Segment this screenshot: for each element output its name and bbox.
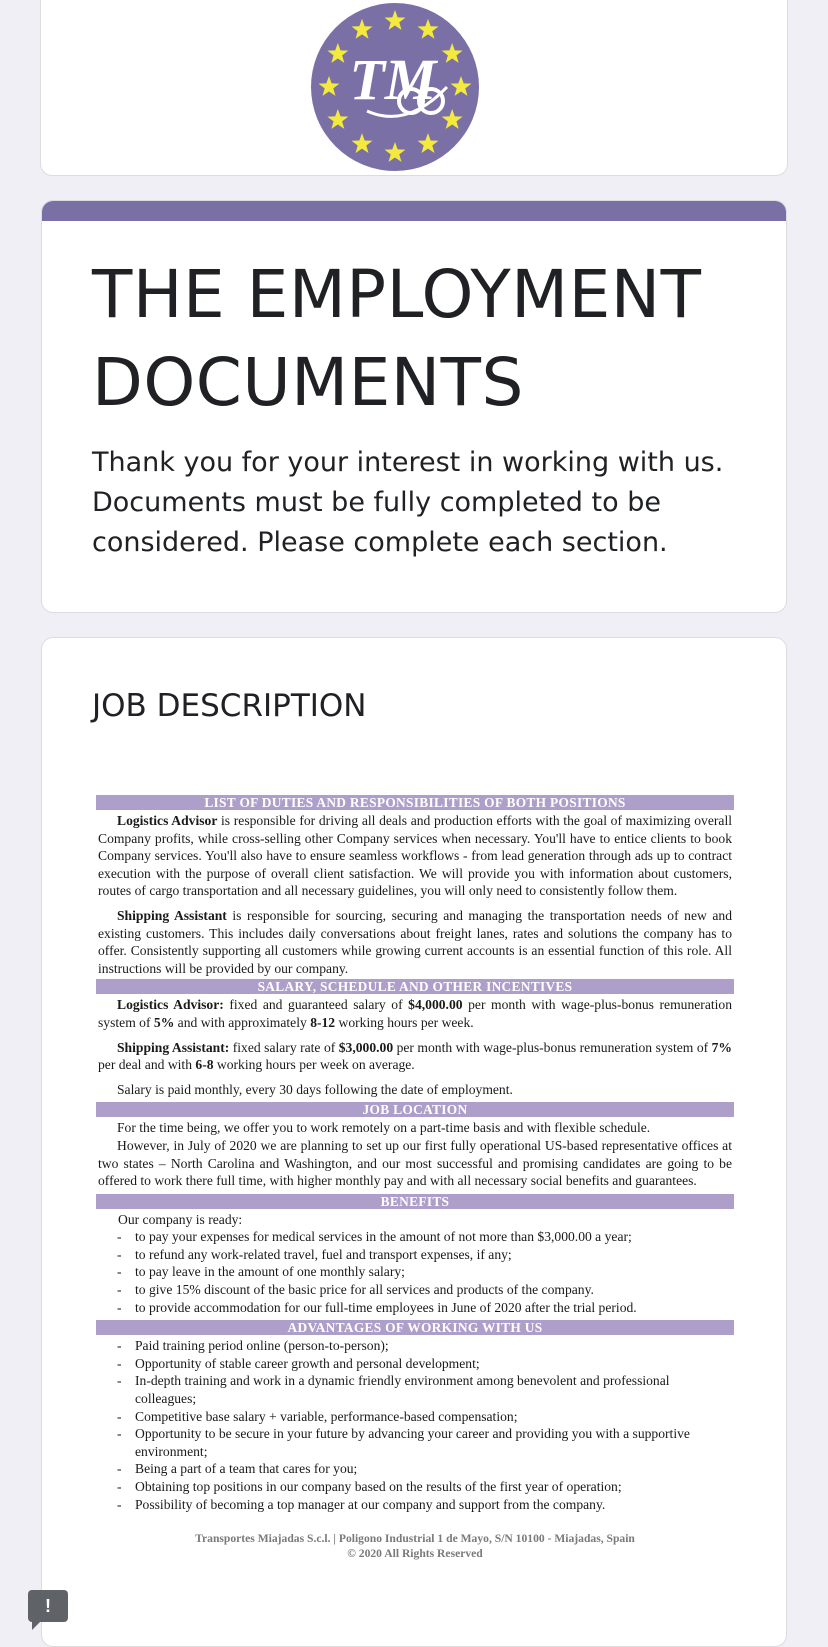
- header-accent-bar: [42, 201, 786, 221]
- advantage-item: - Paid training period online (person-to-person);: [117, 1338, 389, 1354]
- benefit-item: - to pay leave in the amount of one monthly salary;: [117, 1264, 405, 1280]
- doc-benefits-intro: Our company is ready:: [118, 1211, 243, 1227]
- doc-heading-location: JOB LOCATION: [96, 1102, 734, 1117]
- advantage-item: - Opportunity to be secure in your future by advancing your career and providing you with a supportive environment;: [117, 1426, 690, 1459]
- doc-advantages-list: [96, 1337, 734, 1513]
- doc-footer: [96, 1531, 734, 1561]
- benefit-item: - to give 15% discount of the basic price for all services and products of the company.: [117, 1282, 594, 1298]
- doc-footer-copyright: © 2020 All Rights Reserved: [347, 1547, 483, 1561]
- advantage-item: - Possibility of becoming a top manager at our company and support from the company.: [117, 1496, 606, 1512]
- section-title: JOB DESCRIPTION: [92, 688, 367, 724]
- report-issue-button[interactable]: [28, 1590, 68, 1622]
- doc-paragraph-location-1: For the time being, we offer you to work remotely on a part-time basis and with flexible schedule.: [117, 1120, 651, 1136]
- benefit-item: - to pay your expenses for medical services in the amount of not more than $3,000.00 a year;: [117, 1229, 632, 1245]
- benefit-item: - to provide accommodation for our full-time employees in June of 2020 after the trial period.: [117, 1299, 637, 1315]
- doc-paragraph-location-2: However, in July of 2020 we are planning to set up our first fully operational US-based representative offices at two states – North Carolina and Washington, and our most successful and promising candidates are going to be offered to work there full time, with higher monthly pay and with all necessary social benefits and guarantees.: [98, 1137, 732, 1189]
- advantage-item: - Opportunity of stable career growth and personal development;: [117, 1355, 480, 1371]
- form-description: Thank you for your interest in working with us. Documents must be fully completed to be considered. Please complete each section.: [92, 447, 724, 558]
- form-title: THE EMPLOYMENT DOCUMENTS: [92, 256, 702, 421]
- doc-heading-salary: SALARY, SCHEDULE AND OTHER INCENTIVES: [96, 979, 734, 994]
- job-description-document: [96, 795, 734, 1561]
- benefit-item: - to refund any work-related travel, fuel and transport expenses, if any;: [117, 1246, 512, 1262]
- advantage-item: - In-depth training and work in a dynamic friendly environment among benevolent and professional colleagues;: [117, 1373, 670, 1407]
- doc-heading-duties: LIST OF DUTIES AND RESPONSIBILITIES OF BOTH POSITIONS: [96, 795, 734, 810]
- advantage-item: - Being a part of a team that cares for you;: [117, 1461, 358, 1477]
- doc-heading-benefits: BENEFITS: [96, 1194, 734, 1209]
- doc-paragraph-logistics-advisor: Logistics Advisor is responsible for driving all deals and production efforts with the goal of maximizing overall Company profits, while cross-selling other Company services when necessary. You'll have to entice clients to book Company services. You'll also have to ensure seamless workflows - from lead generation through ads up to contract execution with the purpose of overall client satisfaction. We will provide you with information about customers, routes of cargo transportation and all necessary guidelines, you will only need to consistently follow them.: [98, 813, 733, 899]
- doc-paragraph-shipping-assistant: Shipping Assistant is responsible for sourcing, securing and managing the transportation needs of new and existing customers. This includes daily conversations about freight lanes, rates and solutions the company has to offer. Consistently supporting all customers while growing current accounts is an essential function of this role. All instructions will be provided by our company.: [98, 907, 732, 976]
- advantage-item: - Obtaining top positions in our company based on the results of the first year of operation;: [117, 1479, 622, 1494]
- company-logo: [307, 0, 483, 175]
- form-header-card: [41, 200, 787, 613]
- doc-footer-address: Transportes Miajadas S.c.l. | Poligono Industrial 1 de Mayo, S/N 10100 - Miajadas, Spain: [195, 1532, 635, 1546]
- doc-benefits-list: [96, 1228, 734, 1316]
- header-image-card: [40, 0, 788, 176]
- job-description-card: [41, 637, 787, 1647]
- doc-paragraph-salary-logistics: Logistics Advisor: fixed and guaranteed salary of $4,000.00 per month with wage-plus-bonus remuneration system of 5% and with approximately 8-12 working hours per week.: [98, 997, 732, 1030]
- doc-heading-advantages: ADVANTAGES OF WORKING WITH US: [96, 1320, 734, 1335]
- advantage-item: - Competitive base salary + variable, performance-based compensation;: [117, 1408, 518, 1424]
- report-issue-icon: !: [45, 1596, 51, 1616]
- doc-paragraph-salary-shipping: Shipping Assistant: fixed salary rate of $3,000.00 per month with wage-plus-bonus remuneration system of 7% per deal and with 6-8 working hours per week on average.: [98, 1039, 733, 1073]
- logo-text: TM: [349, 47, 437, 112]
- doc-paragraph-salary-paid: Salary is paid monthly, every 30 days following the date of employment.: [117, 1081, 513, 1097]
